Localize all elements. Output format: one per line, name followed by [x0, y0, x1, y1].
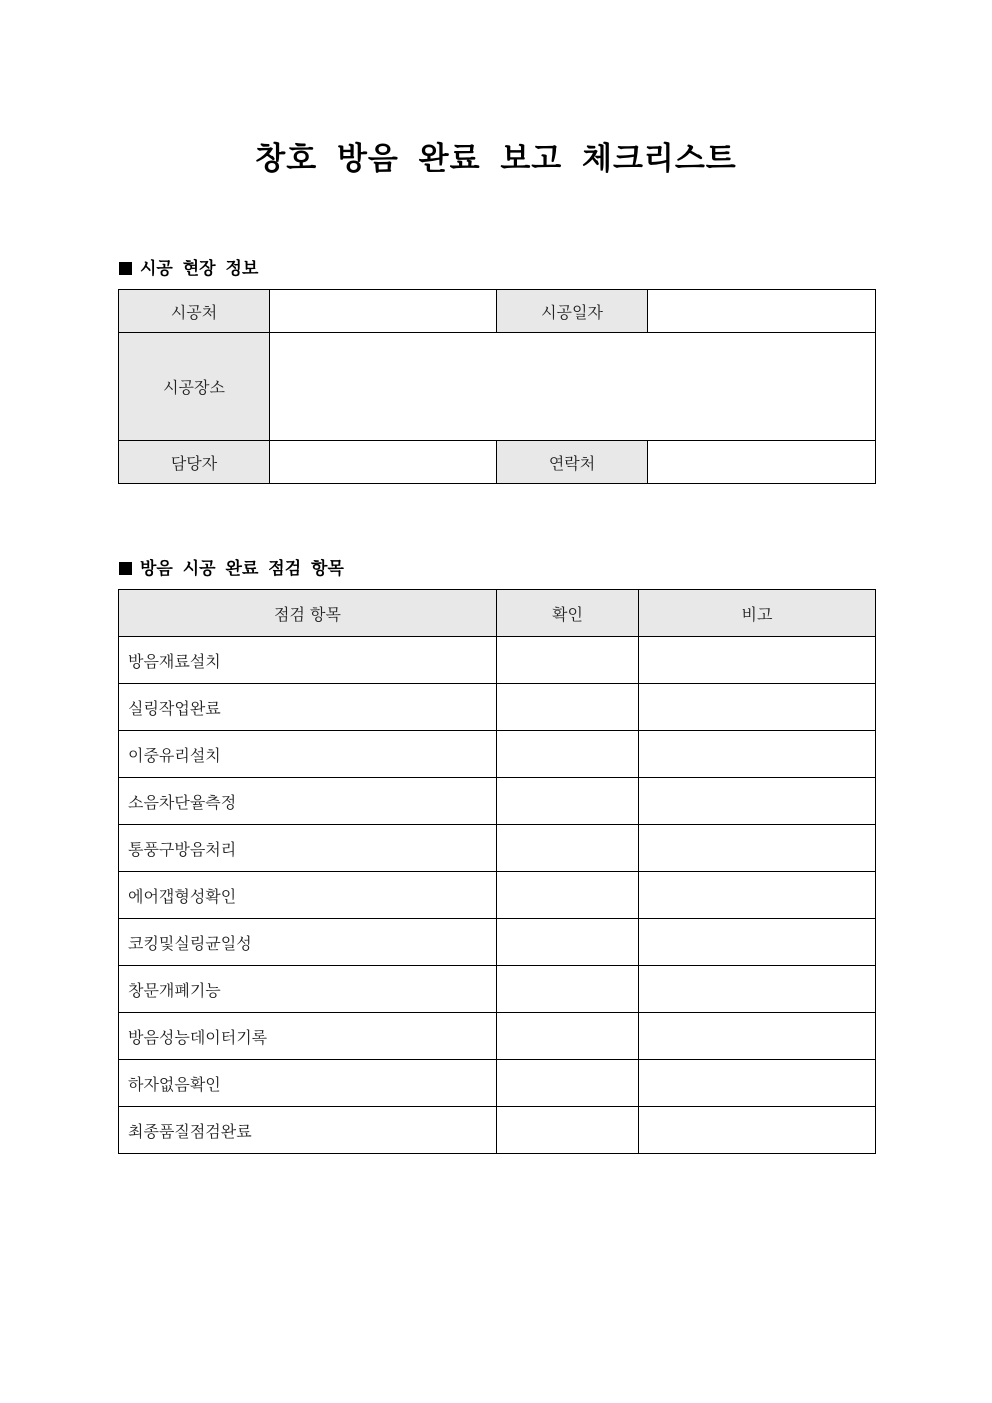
location-label: 시공장소	[119, 333, 270, 441]
item-label: 이중유리설치	[119, 731, 497, 778]
table-row	[119, 1013, 876, 1060]
site-info-table	[118, 289, 876, 484]
contact-label: 연락처	[497, 441, 648, 484]
check-cell[interactable]	[497, 1107, 639, 1154]
note-cell[interactable]	[639, 825, 876, 872]
column-header-note: 비고	[639, 590, 876, 637]
checklist-table	[118, 589, 876, 1154]
check-cell[interactable]	[497, 778, 639, 825]
item-label: 에어갭형성확인	[119, 872, 497, 919]
item-label: 코킹및실링균일성	[119, 919, 497, 966]
column-header-item: 점검 항목	[119, 590, 497, 637]
note-cell[interactable]	[639, 919, 876, 966]
table-row	[119, 684, 876, 731]
item-label: 방음재료설치	[119, 637, 497, 684]
table-row	[119, 731, 876, 778]
document-title: 창호 방음 완료 보고 체크리스트	[255, 141, 737, 177]
check-cell[interactable]	[497, 966, 639, 1013]
note-cell[interactable]	[639, 872, 876, 919]
square-bullet-icon	[119, 262, 132, 275]
contractor-field[interactable]	[270, 290, 497, 333]
check-cell[interactable]	[497, 872, 639, 919]
checklist-heading-text: 방음 시공 완료 점검 항목	[140, 559, 344, 579]
note-cell[interactable]	[639, 1013, 876, 1060]
check-cell[interactable]	[497, 1013, 639, 1060]
table-row	[119, 778, 876, 825]
note-cell[interactable]	[639, 731, 876, 778]
item-label: 실링작업완료	[119, 684, 497, 731]
location-field[interactable]	[270, 333, 876, 441]
date-label: 시공일자	[497, 290, 648, 333]
table-row	[119, 966, 876, 1013]
square-bullet-icon	[119, 562, 132, 575]
note-cell[interactable]	[639, 684, 876, 731]
item-label: 창문개폐기능	[119, 966, 497, 1013]
site-info-heading	[119, 254, 258, 279]
table-row	[119, 1107, 876, 1154]
check-cell[interactable]	[497, 637, 639, 684]
check-cell[interactable]	[497, 731, 639, 778]
item-label: 방음성능데이터기록	[119, 1013, 497, 1060]
column-header-check: 확인	[497, 590, 639, 637]
note-cell[interactable]	[639, 778, 876, 825]
checklist-heading	[119, 554, 344, 579]
table-row	[119, 1060, 876, 1107]
table-row	[119, 825, 876, 872]
site-info-heading-text: 시공 현장 정보	[140, 259, 259, 279]
check-cell[interactable]	[497, 825, 639, 872]
item-label: 통풍구방음처리	[119, 825, 497, 872]
manager-field[interactable]	[270, 441, 497, 484]
check-cell[interactable]	[497, 1060, 639, 1107]
note-cell[interactable]	[639, 1060, 876, 1107]
manager-label: 담당자	[119, 441, 270, 484]
note-cell[interactable]	[639, 1107, 876, 1154]
table-row	[119, 637, 876, 684]
check-cell[interactable]	[497, 919, 639, 966]
table-row	[119, 919, 876, 966]
note-cell[interactable]	[639, 966, 876, 1013]
item-label: 소음차단율측정	[119, 778, 497, 825]
check-cell[interactable]	[497, 684, 639, 731]
note-cell[interactable]	[639, 637, 876, 684]
contractor-label: 시공처	[119, 290, 270, 333]
table-row	[119, 872, 876, 919]
contact-field[interactable]	[648, 441, 876, 484]
date-field[interactable]	[648, 290, 876, 333]
item-label: 하자없음확인	[119, 1060, 497, 1107]
item-label: 최종품질점검완료	[119, 1107, 497, 1154]
